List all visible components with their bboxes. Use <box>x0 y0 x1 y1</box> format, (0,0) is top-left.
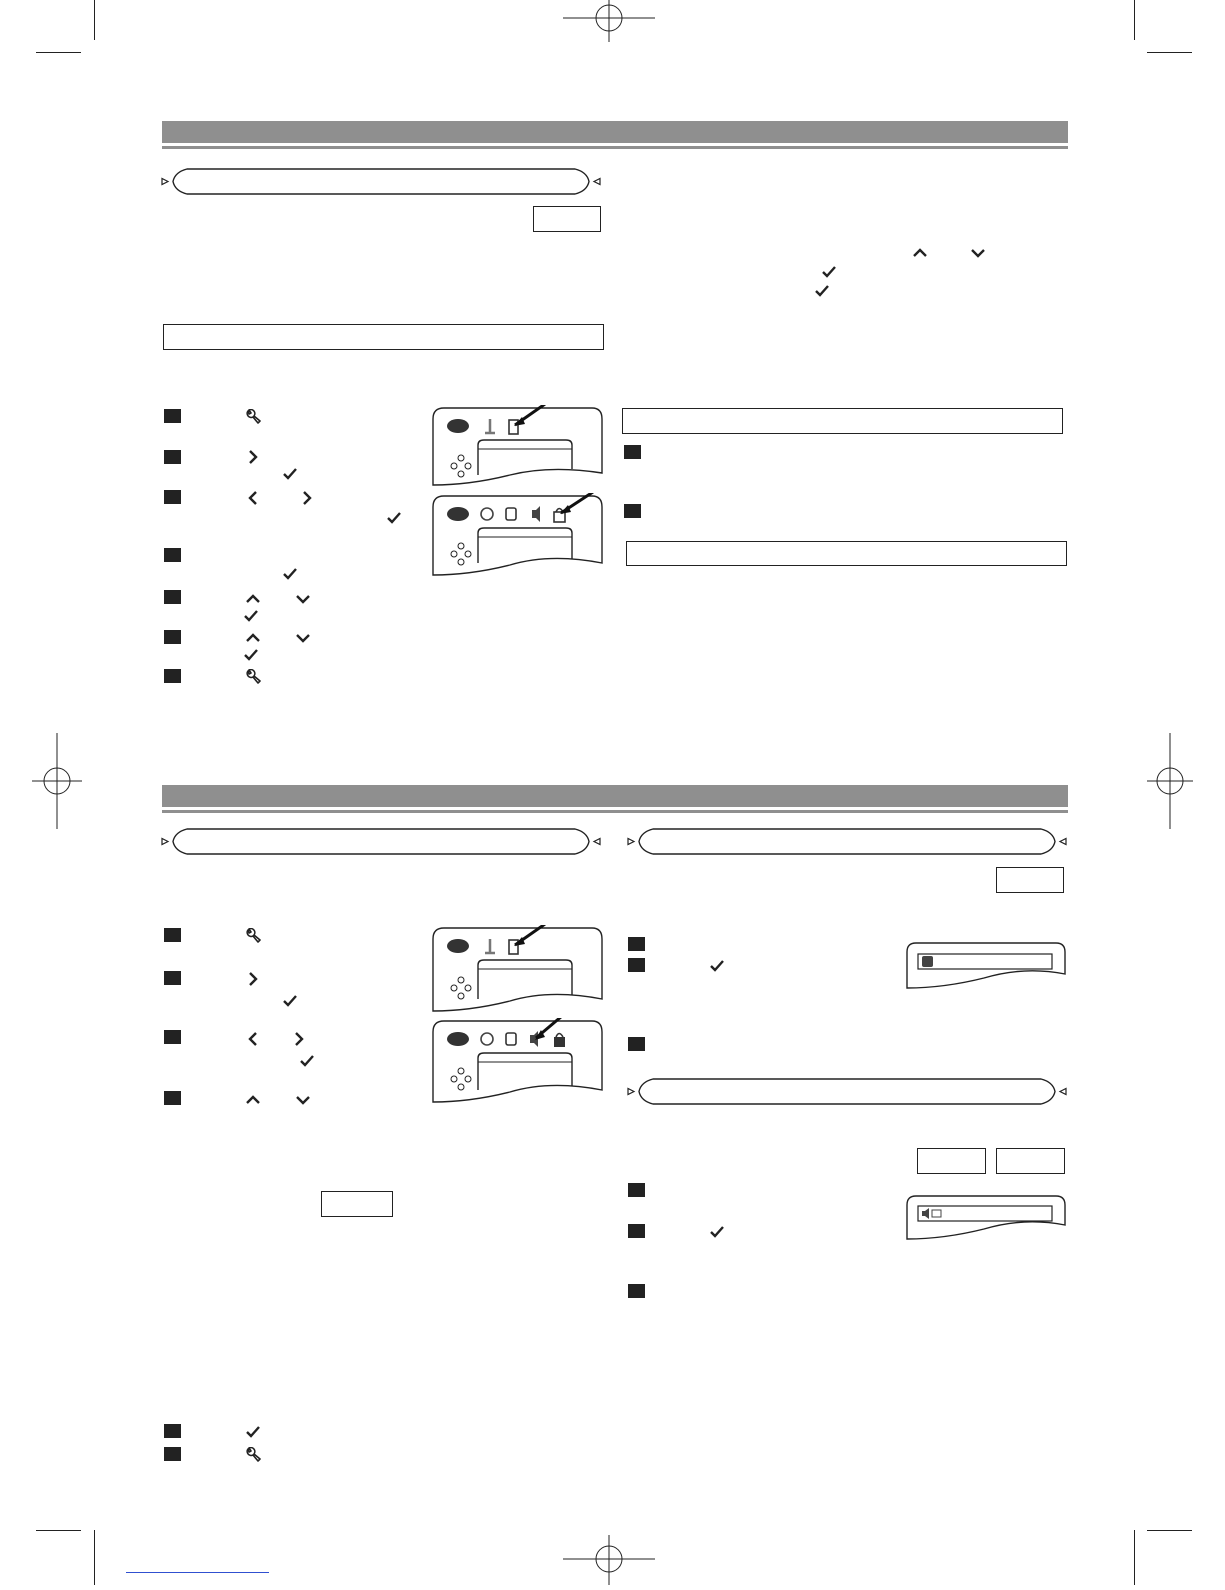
step-number <box>624 504 641 518</box>
audio-display-illustration <box>904 1193 1068 1246</box>
chevron-left-icon <box>245 1031 261 1047</box>
step-number <box>164 630 181 644</box>
step-number <box>164 1091 181 1105</box>
custom-menu-screen-illustration <box>430 1018 606 1109</box>
check-icon <box>282 466 298 482</box>
chevron-down-icon <box>295 1092 311 1108</box>
crop-mark <box>36 52 81 53</box>
chevron-up-icon <box>245 591 261 607</box>
check-icon <box>245 1424 261 1440</box>
crop-mark <box>1134 0 1135 40</box>
subsection-title-bar <box>161 168 601 195</box>
disc-type-badge <box>533 206 601 232</box>
wrench-icon <box>245 928 261 944</box>
chevron-up-icon <box>245 1092 261 1108</box>
step-number <box>628 1183 645 1197</box>
step-number <box>164 669 181 683</box>
crop-mark <box>1134 1530 1135 1585</box>
chevron-up-icon <box>245 630 261 646</box>
disc-type-badge <box>996 1148 1065 1174</box>
check-icon <box>282 993 298 1009</box>
chevron-right-icon <box>245 449 261 465</box>
custom-menu-screen-illustration <box>430 493 606 582</box>
subsection-title-bar <box>627 1078 1067 1105</box>
check-icon <box>709 1224 725 1240</box>
step-number <box>628 1284 645 1298</box>
section-header-band <box>162 121 1068 143</box>
step-number <box>628 937 645 951</box>
section-header-rule <box>162 146 1068 149</box>
chevron-right-icon <box>291 1031 307 1047</box>
subsection-title-bar <box>627 828 1067 855</box>
registration-mark-left <box>32 733 82 834</box>
disc-type-badge <box>996 867 1064 893</box>
chevron-up-icon <box>912 245 928 261</box>
chevron-left-icon <box>245 490 261 506</box>
registration-mark-right <box>1147 733 1193 834</box>
wrench-icon <box>245 669 261 685</box>
step-number <box>164 590 181 604</box>
disc-type-badge <box>321 1191 393 1217</box>
registration-mark-bottom <box>563 1535 655 1590</box>
step-number <box>164 409 181 423</box>
check-icon <box>814 283 830 299</box>
step-number <box>628 1037 645 1051</box>
step-number <box>628 1224 645 1238</box>
crop-mark <box>36 1530 81 1531</box>
check-icon <box>386 510 402 526</box>
step-number <box>624 445 641 459</box>
check-icon <box>709 958 725 974</box>
subsection-title-bar <box>161 828 601 855</box>
section-header-band <box>162 785 1068 807</box>
step-number <box>164 450 181 464</box>
check-icon <box>282 566 298 582</box>
setup-menu-screen-illustration <box>430 405 606 492</box>
note-box <box>626 541 1067 566</box>
setup-menu-screen-illustration <box>430 925 606 1018</box>
crop-mark <box>1147 52 1192 53</box>
chevron-down-icon <box>295 591 311 607</box>
crop-mark <box>1147 1530 1192 1531</box>
step-number <box>164 490 181 504</box>
check-icon <box>299 1053 315 1069</box>
step-number <box>164 548 181 562</box>
step-number <box>628 958 645 972</box>
chevron-right-icon <box>245 971 261 987</box>
wrench-icon <box>245 409 261 425</box>
step-number <box>164 971 181 985</box>
disc-type-badge <box>917 1148 986 1174</box>
subtitle-display-illustration <box>904 940 1068 995</box>
registration-mark-top <box>563 0 655 47</box>
footer-link-underline[interactable] <box>126 1572 269 1573</box>
chevron-down-icon <box>295 630 311 646</box>
check-icon <box>243 647 259 663</box>
step-number <box>164 1447 181 1461</box>
crop-mark <box>94 1530 95 1585</box>
check-icon <box>821 264 837 280</box>
step-number <box>164 1424 181 1438</box>
section-header-rule <box>162 810 1068 813</box>
step-number <box>164 1030 181 1044</box>
note-box <box>622 408 1063 434</box>
check-icon <box>243 608 259 624</box>
step-number <box>164 928 181 942</box>
note-box <box>163 324 604 350</box>
crop-mark <box>94 0 95 40</box>
chevron-right-icon <box>299 490 315 506</box>
chevron-down-icon <box>970 245 986 261</box>
wrench-icon <box>245 1447 261 1463</box>
